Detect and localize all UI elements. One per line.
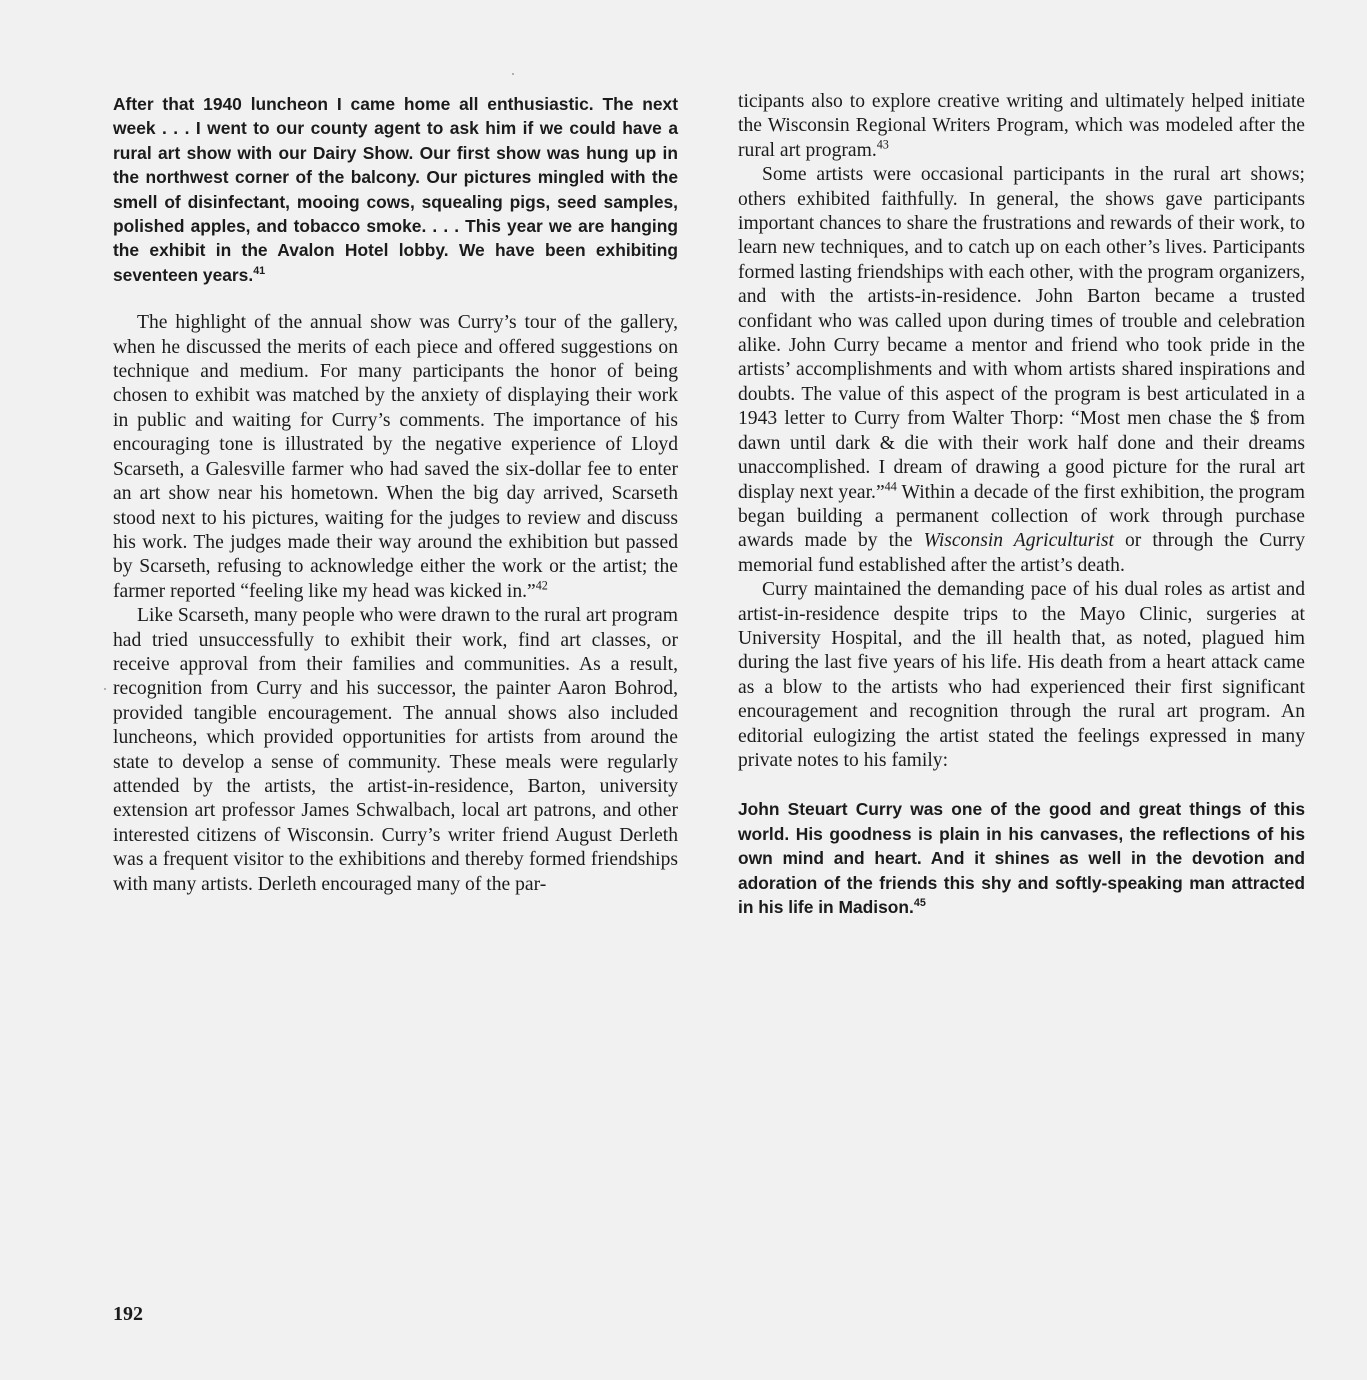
block-quote-editorial bbox=[738, 797, 1305, 919]
left-column bbox=[113, 90, 678, 897]
paragraph-text: or through the Curry memorial fund established after the artist’s death. bbox=[738, 530, 1305, 576]
block-quote-text: John Steuart Curry was one of the good and great things of this world. His goodness is plain in his canvases, the reflections of his own mind and heart. And it shines as well in the devotion and adoration of the friends this shy and softly-speaking man attracted in his life in Madison. bbox=[738, 799, 1305, 917]
paragraph-continued bbox=[738, 90, 1305, 163]
block-quote-text: After that 1940 luncheon I came home all enthusiastic. The next week . . . I went to our county agent to ask him if we could have a rural art show with our Dairy Show. Our first show was hung up in the northwest corner of the balcony. Our pictures mingled with the smell of disinfectant, mooing cows, squealing pigs, seed samples, polished apples, and tobacco smoke. . . . This year we are hanging the exhibit in the Avalon Hotel lobby. We have been exhibiting seventeen years. bbox=[113, 94, 678, 285]
right-column bbox=[738, 90, 1305, 919]
paragraph-text: Like Scarseth, many people who were drawn to the rural art program had tried unsuccessfully to exhibit their work, find art classes, or receive approval from their families and communities. As a result, recognition from Curry and his successor, the painter Aaron Bohrod, provided tangible encouragement. The annual shows also included luncheons, which provided opportunities for artists from around the state to develop a sense of community. These meals were regularly attended by the artists, the artist-in-residence, Barton, university extension art professor James Schwalbach, local art patrons, and other interested citizens of Wisconsin. Curry’s writer friend August Derleth was a frequent visitor to the exhibitions and thereby formed friendships with many artists. Derleth encouraged many of the par- bbox=[113, 605, 678, 895]
footnote-marker: 44 bbox=[884, 478, 897, 493]
page-number: 192 bbox=[113, 1303, 143, 1325]
paragraph-annual-show bbox=[113, 311, 678, 604]
footnote-marker: 41 bbox=[253, 265, 266, 278]
paragraph-like-scarseth bbox=[113, 604, 678, 897]
paragraph-some-artists bbox=[738, 163, 1305, 578]
footnote-marker: 45 bbox=[913, 897, 926, 910]
paragraph-text: ticipants also to explore creative writing and ultimately helped initiate the Wisconsin Regional Writers Program, which was modeled after the rural art program. bbox=[738, 91, 1305, 161]
paragraph-text: The highlight of the annual show was Curry’s tour of the gallery, when he discussed the merits of each piece and offered suggestions on technique and medium. For many participants the honor of being chosen to exhibit was matched by the anxiety of displaying their work in public and waiting for Curry’s comments. The importance of his encouraging tone is illustrated by the negative experience of Lloyd Scarseth, a Galesville farmer who had saved the six-dollar fee to enter an art show near his hometown. When the big day arrived, Scarseth stood next to his pictures, waiting for the judges to review and discuss his work. The judges made their way around the exhibition but passed by Scarseth, refusing to acknowledge either the work or the artist; the farmer reported “feeling like my head was kicked in.” bbox=[113, 312, 678, 602]
block-quote-farmer bbox=[113, 92, 678, 287]
paragraph-curry-maintained bbox=[738, 578, 1305, 773]
footnote-marker: 43 bbox=[876, 137, 889, 152]
paragraph-text: Curry maintained the demanding pace of his dual roles as artist and artist-in-residence despite trips to the Mayo Clinic, surgeries at University Hospital, and the ill health that, as noted, plagued him during the last five years of his life. His death from a heart attack came as a blow to the artists who had experienced their first significant encouragement and recognition through the rural art program. An editorial eulogizing the artist stated the feelings expressed in many private notes to his family: bbox=[738, 579, 1305, 771]
scan-speck bbox=[512, 73, 514, 75]
publication-title: Wisconsin Agriculturist bbox=[923, 530, 1114, 552]
footnote-marker: 42 bbox=[535, 578, 548, 593]
paragraph-text: Some artists were occasional participants in the rural art shows; others exhibited faithfully. In general, the shows gave participants important chances to share the frustrations and rewards of their work, to learn new techniques, and to catch up on each other’s lives. Participants formed lasting friendships with each other, with the program organizers, and with the artists-in-residence. John Barton became a trusted confidant who was called upon during times of trouble and celebration alike. John Curry became a mentor and friend who took pride in the artists’ accomplishments and with whom artists shared inspirations and doubts. The value of this aspect of the program is best articulated in a 1943 letter to Curry from Walter Thorp: “Most men chase the $ from dawn until dark & die with their work half done and their dreams unaccomplished. I dream of drawing a good picture for the rural art display next year.” bbox=[738, 164, 1305, 503]
scan-speck bbox=[104, 688, 106, 690]
paragraph-text: Within a decade of the first exhibition, the program began building a permanent collection of work through purchase awards made by the bbox=[738, 481, 1305, 552]
